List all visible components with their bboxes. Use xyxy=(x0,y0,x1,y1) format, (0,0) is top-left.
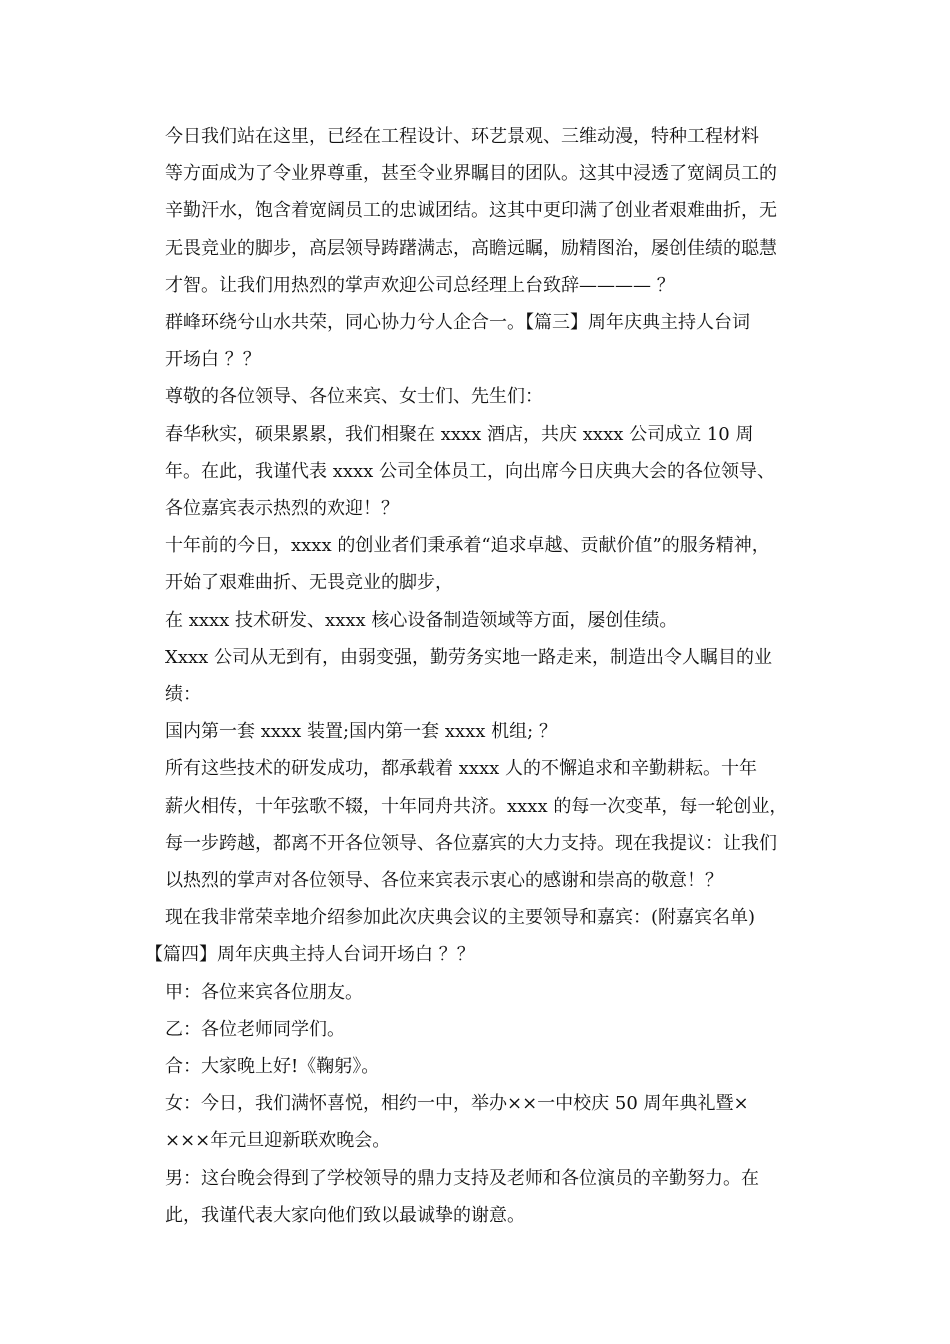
text-line: 薪火相传，十年弦歌不辍，十年同舟共济。xxxx 的每一次变革，每一轮创业， xyxy=(165,795,788,817)
text-line: 国内第一套 xxxx 装置;国内第一套 xxxx 机组; ？ xyxy=(165,721,557,743)
text-line: 绩： xyxy=(165,684,201,706)
text-line: 辛勤汗水，饱含着宽阔员工的忠诚团结。这其中更印满了创业者艰难曲折，无 xyxy=(165,200,777,222)
text-line: 年。在此，我谨代表 xxxx 公司全体员工，向出席今日庆典大会的各位领导、 xyxy=(165,460,776,482)
paragraph xyxy=(145,750,817,899)
text-line: ×××年元旦迎新联欢晚会。 xyxy=(165,1130,391,1152)
paragraph xyxy=(145,118,817,304)
text-line: 【篇四】周年庆典主持人台词开场白 ？？ xyxy=(145,944,475,966)
text-line: 此，我谨代表大家向他们致以最诚挚的谢意。 xyxy=(165,1204,525,1226)
paragraph xyxy=(145,639,817,713)
text-line: 等方面成为了令业界尊重，甚至令业界瞩目的团队。这其中浸透了宽阔员工的 xyxy=(165,163,777,185)
text-line: 所有这些技术的研发成功，都承载着 xxxx 人的不懈追求和辛勤耕耘。十年 xyxy=(165,758,758,780)
paragraph xyxy=(145,1048,817,1085)
paragraph xyxy=(145,527,817,601)
text-line: 乙：各位老师同学们。 xyxy=(165,1018,345,1040)
text-line: 女：今日，我们满怀喜悦，相约一中，举办××一中校庆 50 周年典礼暨× xyxy=(165,1093,749,1115)
paragraph xyxy=(145,1011,817,1048)
text-line: 甲：各位来宾各位朋友。 xyxy=(165,981,363,1003)
text-line: 各位嘉宾表示热烈的欢迎！？ xyxy=(165,498,399,520)
text-line: 合：大家晚上好!《鞠躬》。 xyxy=(165,1056,380,1078)
paragraph xyxy=(145,1085,817,1159)
text-line: Xxxx 公司从无到有，由弱变强，勤劳务实地一路走来，制造出令人瞩目的业 xyxy=(165,646,772,668)
text-line: 每一步跨越，都离不开各位领导、各位嘉宾的大力支持。现在我提议：让我们 xyxy=(165,832,777,854)
text-line: 十年前的今日，xxxx 的创业者们秉承着“追求卓越、贡献价值”的服务精神， xyxy=(165,535,770,557)
paragraph xyxy=(145,304,817,378)
text-line: 无畏竞业的脚步，高层领导踌躇满志，高瞻远瞩，励精图治，屡创佳绩的聪慧 xyxy=(165,237,777,259)
text-line: 春华秋实，硕果累累，我们相聚在 xxxx 酒店，共庆 xxxx 公司成立 10 周 xyxy=(165,423,754,445)
text-line: 开始了艰难曲折、无畏竞业的脚步， xyxy=(165,572,453,594)
paragraph xyxy=(145,936,817,973)
paragraph xyxy=(145,713,817,750)
text-line: 现在我非常荣幸地介绍参加此次庆典会议的主要领导和嘉宾：(附嘉宾名单) xyxy=(165,907,756,929)
paragraph xyxy=(145,378,817,415)
text-line: 今日我们站在这里，已经在工程设计、环艺景观、三维动漫，特种工程材料 xyxy=(165,126,759,147)
document-body xyxy=(145,118,817,1234)
text-line: 在 xxxx 技术研发、xxxx 核心设备制造领域等方面，屡创佳绩。 xyxy=(165,609,678,631)
paragraph xyxy=(145,974,817,1011)
paragraph xyxy=(145,416,817,528)
text-line: 尊敬的各位领导、各位来宾、女士们、先生们： xyxy=(165,386,543,408)
text-line: 以热烈的掌声对各位领导、各位来宾表示衷心的感谢和崇高的敬意！？ xyxy=(165,870,723,892)
text-line: 才智。让我们用热烈的掌声欢迎公司总经理上台致辞———— ？ xyxy=(165,274,675,296)
text-line: 开场白 ？？ xyxy=(165,349,261,371)
paragraph xyxy=(145,899,817,936)
text-line: 群峰环绕兮山水共荣，同心协力兮人企合一。【篇三】周年庆典主持人台词 xyxy=(165,312,750,334)
paragraph xyxy=(145,602,817,639)
paragraph xyxy=(145,1160,817,1234)
text-line: 男：这台晚会得到了学校领导的鼎力支持及老师和各位演员的辛勤努力。在 xyxy=(165,1167,759,1189)
